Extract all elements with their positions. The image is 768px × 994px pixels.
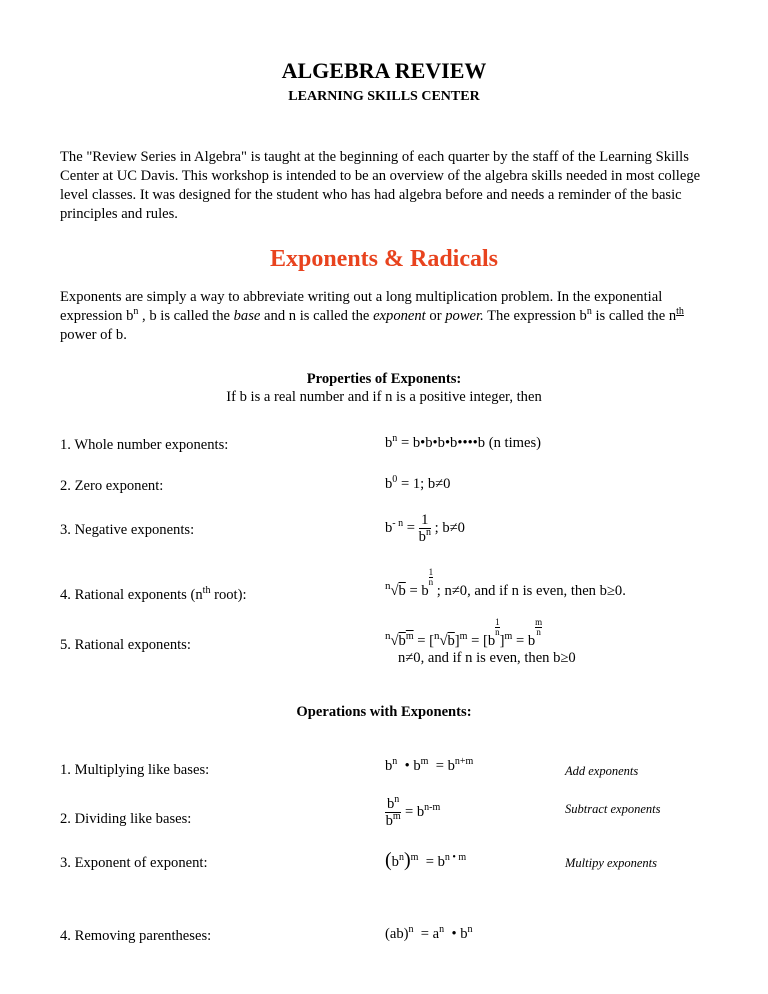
property-expression: $b^0 = 1$; b≠0	[385, 474, 451, 492]
property-expression: $b^n$ = b•b•b•b••••b (n times)	[385, 433, 542, 451]
operation-label: 1. Multiplying like bases:	[60, 762, 210, 778]
property-label: 4. Rational exponents ($n^{th}$ root):	[60, 585, 247, 603]
property-expression: $^n$√b = b $\frac{1}{n}$ ; n≠0, and if n is even, then b≥0.	[385, 567, 626, 599]
operation-note: Add exponents	[565, 764, 639, 778]
property-label: 1. Whole number exponents:	[60, 437, 229, 453]
operation-label: 3. Exponent of exponent:	[60, 855, 208, 871]
property-label: 2. Zero exponent:	[60, 478, 164, 494]
operation-label: 4. Removing parentheses:	[60, 928, 212, 944]
exponent-definition: Exponents are simply a way to abbreviate writing out a long multiplication problem. In the exponential expression $b^n$ , b is called the base and n is called the exponent or power. The expression $b^n$ is called the $n^{th}$ power of b.	[60, 289, 684, 343]
page-title: ALGEBRA REVIEW	[281, 58, 487, 83]
properties-heading: Properties of Exponents:	[306, 371, 462, 387]
section-heading: Exponents & Radicals	[269, 246, 499, 272]
operation-expression: $(b^n)^m = b^{n • m}$	[385, 849, 467, 871]
operation-expression: $\frac{b^n}{b^m}$ = $b^{n-m}$	[385, 794, 441, 829]
properties-condition: If b is a real number and if n is a positive integer, then	[226, 389, 542, 405]
operation-label: 2. Dividing like bases:	[60, 811, 192, 827]
page-subtitle: LEARNING SKILLS CENTER	[288, 89, 480, 104]
operation-expression: $(ab)^n = a^n$ • $b^n$	[385, 924, 473, 942]
property-expression: $b^{- n}$ = $\frac{1}{b^n}$ ; b≠0	[385, 512, 465, 545]
operation-note: Subtract exponents	[565, 802, 661, 816]
property-expression: $^n√b^m = [^n√b]^m = [b$ $\frac{1}{n}$ ]$^m$ = b $\frac{m}{n}$	[385, 617, 543, 649]
operation-expression: $b^n$ • $b^m = b^{n+m}$	[385, 756, 474, 774]
property-condition: n≠0, and if n is even, then b≥0	[398, 650, 576, 666]
operations-heading: Operations with Exponents:	[296, 704, 472, 720]
property-label: 3. Negative exponents:	[60, 522, 195, 538]
operation-note: Multipy exponents	[565, 856, 657, 870]
property-label: 5. Rational exponents:	[60, 637, 191, 653]
intro-paragraph: The "Review Series in Algebra" is taught at the beginning of each quarter by the staff of the Learning Skills Center at UC Davis. This workshop is intended to be an overview of the algebra skills needed in most college level classes. It was designed for the student who has had algebra before and needs a reminder of the basic principles and rules.	[60, 149, 701, 222]
